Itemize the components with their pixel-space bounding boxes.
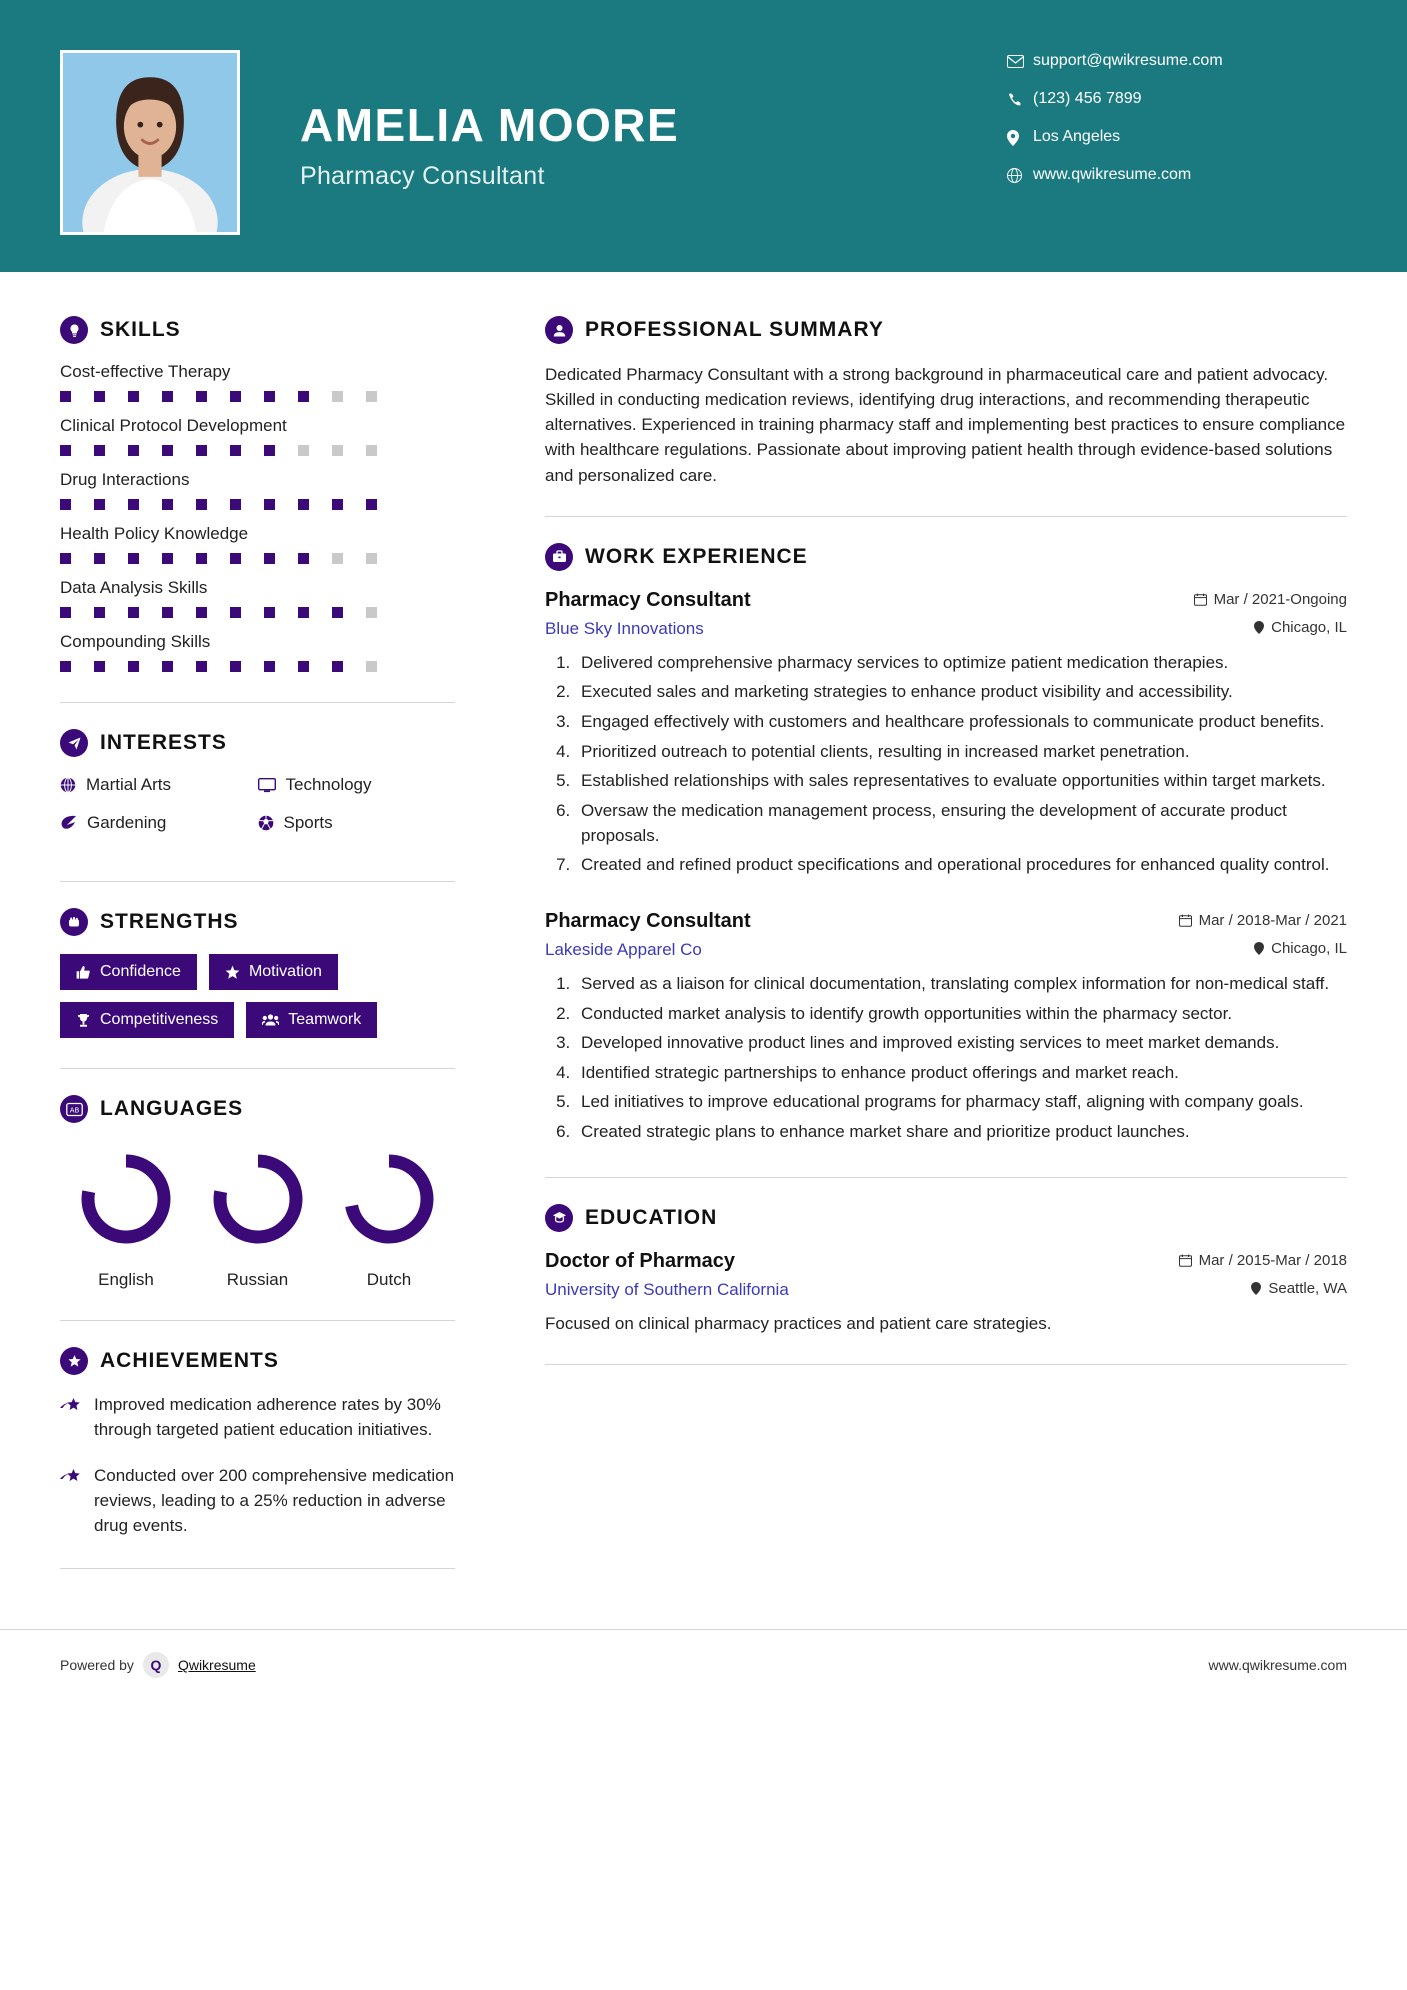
skill-dot bbox=[332, 391, 343, 402]
experience-dates bbox=[1179, 912, 1347, 929]
skill-dot bbox=[196, 391, 207, 402]
experience-heading bbox=[545, 543, 1347, 571]
contact-location[interactable] bbox=[1007, 128, 1347, 146]
page-title: AMELIA MOORE bbox=[300, 99, 680, 151]
interests-heading bbox=[60, 729, 455, 757]
interests-grid bbox=[60, 775, 455, 851]
experience-bullet: 1. Delivered comprehensive pharmacy services to optimize patient medication therapies. bbox=[575, 651, 1347, 676]
contact-location-text: Los Angeles bbox=[1033, 128, 1121, 145]
experience-item bbox=[545, 910, 1347, 1145]
monitor-icon bbox=[258, 778, 276, 793]
contact-phone[interactable] bbox=[1007, 90, 1347, 108]
education-degree: Doctor of Pharmacy bbox=[545, 1249, 736, 1272]
section-languages bbox=[60, 1095, 455, 1290]
languages-title: LANGUAGES bbox=[100, 1097, 244, 1120]
achievement-text: Improved medication adherence rates by 30% through targeted patient education initiatives. bbox=[94, 1395, 441, 1439]
skill-dot bbox=[230, 661, 241, 672]
interest-item bbox=[60, 775, 258, 795]
interest-label: Sports bbox=[283, 813, 333, 832]
education-list bbox=[545, 1250, 1347, 1337]
fist-icon bbox=[60, 908, 88, 936]
interest-label: Martial Arts bbox=[86, 775, 172, 794]
skill-dot bbox=[60, 391, 71, 402]
experience-title: WORK EXPERIENCE bbox=[585, 544, 808, 568]
skill-dot bbox=[60, 661, 71, 672]
powered-by bbox=[60, 1652, 256, 1678]
skill-label: Health Policy Knowledge bbox=[60, 524, 249, 543]
experience-dates-text: Mar / 2021-Ongoing bbox=[1213, 590, 1347, 608]
divider bbox=[60, 881, 455, 882]
star-icon bbox=[225, 965, 240, 980]
left-column bbox=[60, 272, 500, 1595]
skill-item bbox=[60, 578, 455, 618]
experience-bullet: 6. Oversaw the medication management process, ensuring the development of accurate product proposals. bbox=[575, 799, 1347, 848]
section-summary bbox=[545, 316, 1347, 488]
experience-bullet: 4. Identified strategic partnerships to enhance product offerings and market reach. bbox=[575, 1061, 1347, 1086]
skill-dot bbox=[94, 499, 105, 510]
strengths-heading bbox=[60, 908, 455, 936]
divider bbox=[60, 702, 455, 703]
experience-dates bbox=[1194, 591, 1347, 608]
summary-text: Dedicated Pharmacy Consultant with a strong background in pharmaceutical care and patient advocacy. Skilled in conducting medication reviews, identifying drug interactions, and recommending therapeutic alternatives. Experienced in training pharmacy staff and implementing best practices to ensure compliance with healthcare regulations. Passionate about improving patient health through evidence-based solutions and personalized care. bbox=[545, 365, 1346, 485]
skill-dot bbox=[128, 553, 139, 564]
svg-text:AB: AB bbox=[69, 1106, 79, 1114]
interest-item bbox=[60, 813, 258, 833]
experience-item-subheader bbox=[545, 619, 1347, 639]
skill-rating bbox=[60, 499, 455, 510]
people-icon bbox=[262, 1013, 279, 1027]
experience-location bbox=[1254, 619, 1347, 636]
skill-label: Cost-effective Therapy bbox=[60, 362, 231, 381]
skill-item bbox=[60, 470, 455, 510]
education-heading bbox=[545, 1204, 1347, 1232]
contact-email[interactable] bbox=[1007, 52, 1347, 70]
achievement-item bbox=[60, 1393, 455, 1442]
skill-dot bbox=[94, 607, 105, 618]
skill-label: Drug Interactions bbox=[60, 470, 190, 489]
contact-list bbox=[1007, 52, 1347, 204]
skill-dot bbox=[264, 553, 275, 564]
language-label: Russian bbox=[226, 1270, 289, 1289]
experience-bullet: 2. Conducted market analysis to identify growth opportunities within the pharmacy sector. bbox=[575, 1002, 1347, 1027]
skill-dot bbox=[332, 499, 343, 510]
education-item-header bbox=[545, 1250, 1347, 1273]
skills-heading bbox=[60, 316, 455, 344]
strength-label: Motivation bbox=[248, 963, 322, 980]
skill-rating bbox=[60, 607, 455, 618]
skill-dot bbox=[366, 445, 377, 456]
footer-site[interactable]: www.qwikresume.com bbox=[1208, 1657, 1347, 1674]
experience-bullets bbox=[575, 972, 1347, 1145]
experience-dates-text: Mar / 2018-Mar / 2021 bbox=[1198, 911, 1347, 929]
skill-dot bbox=[94, 553, 105, 564]
skill-dot bbox=[298, 553, 309, 564]
education-location bbox=[1251, 1280, 1347, 1297]
skill-dot bbox=[196, 553, 207, 564]
name-block bbox=[300, 50, 679, 191]
skill-dot bbox=[264, 391, 275, 402]
leaf-icon bbox=[60, 815, 77, 831]
calendar-icon bbox=[1194, 593, 1207, 606]
graduation-icon bbox=[545, 1204, 573, 1232]
skill-dot bbox=[162, 661, 173, 672]
divider bbox=[545, 1364, 1347, 1365]
experience-bullet: 7. Created and refined product specifications and operational procedures for enhanced quality control. bbox=[575, 853, 1347, 878]
achievement-star-icon bbox=[60, 1464, 82, 1538]
skill-dot bbox=[196, 661, 207, 672]
education-school: University of Southern California bbox=[545, 1279, 789, 1299]
interests-title: INTERESTS bbox=[100, 731, 227, 754]
achievement-item bbox=[60, 1464, 455, 1538]
education-description: Focused on clinical pharmacy practices and patient care strategies. bbox=[545, 1313, 1052, 1333]
skill-dot bbox=[162, 445, 173, 456]
globe-icon bbox=[60, 777, 76, 793]
avatar bbox=[60, 50, 240, 235]
skill-dot bbox=[264, 445, 275, 456]
experience-job-title: Pharmacy Consultant bbox=[545, 909, 751, 932]
calendar-icon bbox=[1179, 1254, 1192, 1267]
languages-list bbox=[60, 1141, 455, 1290]
mail-icon bbox=[1007, 53, 1033, 70]
section-achievements bbox=[60, 1347, 455, 1538]
location-pin-icon bbox=[1254, 942, 1264, 955]
skill-label: Clinical Protocol Development bbox=[60, 416, 287, 435]
send-icon bbox=[60, 729, 88, 757]
education-dates bbox=[1179, 1252, 1347, 1269]
contact-email-text: support@qwikresume.com bbox=[1033, 52, 1223, 69]
education-dates-text: Mar / 2015-Mar / 2018 bbox=[1198, 1251, 1347, 1269]
skill-label: Data Analysis Skills bbox=[60, 578, 208, 597]
skill-dot bbox=[162, 607, 173, 618]
education-item-subheader bbox=[545, 1280, 1347, 1300]
experience-bullet: 6. Created strategic plans to enhance market share and prioritize product launches. bbox=[575, 1120, 1347, 1145]
contact-website-text: www.qwikresume.com bbox=[1033, 166, 1192, 183]
experience-company: Blue Sky Innovations bbox=[545, 618, 704, 638]
skill-dot bbox=[94, 661, 105, 672]
achievements-title: ACHIEVEMENTS bbox=[100, 1349, 279, 1372]
skill-dot bbox=[264, 661, 275, 672]
skill-item bbox=[60, 416, 455, 456]
summary-heading bbox=[545, 316, 1347, 344]
skill-dot bbox=[60, 553, 71, 564]
experience-job-title: Pharmacy Consultant bbox=[545, 588, 751, 611]
language-donut bbox=[334, 1147, 444, 1251]
experience-bullet: 3. Developed innovative product lines and improved existing services to meet market demands. bbox=[575, 1031, 1347, 1056]
education-title: EDUCATION bbox=[585, 1205, 718, 1229]
skill-rating bbox=[60, 445, 455, 456]
divider bbox=[545, 516, 1347, 517]
resume-body bbox=[0, 272, 1407, 1595]
skill-dot bbox=[128, 607, 139, 618]
soccer-icon bbox=[258, 815, 274, 831]
resume-header bbox=[0, 0, 1407, 272]
skill-rating bbox=[60, 553, 455, 564]
calendar-icon bbox=[1179, 914, 1192, 927]
skill-item bbox=[60, 362, 455, 402]
skill-dot bbox=[162, 391, 173, 402]
achievements-heading bbox=[60, 1347, 455, 1375]
job-role: Pharmacy Consultant bbox=[300, 162, 545, 190]
skills-title: SKILLS bbox=[100, 318, 181, 341]
experience-bullets bbox=[575, 651, 1347, 878]
experience-company: Lakeside Apparel Co bbox=[545, 939, 702, 959]
skill-dot bbox=[196, 445, 207, 456]
skill-dot bbox=[264, 499, 275, 510]
experience-item-header bbox=[545, 910, 1347, 933]
experience-location-text: Chicago, IL bbox=[1271, 939, 1347, 957]
language-item bbox=[198, 1147, 318, 1290]
interest-item bbox=[258, 813, 456, 833]
star-badge-icon bbox=[60, 1347, 88, 1375]
language-donut bbox=[203, 1147, 313, 1251]
skill-item bbox=[60, 632, 455, 672]
experience-list bbox=[545, 589, 1347, 1145]
skill-dot bbox=[128, 391, 139, 402]
interest-label: Technology bbox=[285, 775, 372, 794]
divider bbox=[60, 1068, 455, 1069]
location-pin-icon bbox=[1254, 621, 1264, 634]
globe-icon bbox=[1007, 167, 1033, 184]
skill-dot bbox=[128, 499, 139, 510]
contact-website[interactable] bbox=[1007, 166, 1347, 184]
skill-dot bbox=[298, 499, 309, 510]
experience-item-subheader bbox=[545, 940, 1347, 960]
thumbs-up-icon bbox=[76, 965, 91, 980]
achievement-text: Conducted over 200 comprehensive medication reviews, leading to a 25% reduction in adverse drug events. bbox=[94, 1466, 455, 1535]
skill-dot bbox=[366, 553, 377, 564]
language-item bbox=[329, 1147, 449, 1290]
education-item bbox=[545, 1250, 1347, 1337]
skill-dot bbox=[298, 445, 309, 456]
skill-dot bbox=[332, 445, 343, 456]
location-icon bbox=[1007, 128, 1033, 145]
experience-bullet: 3. Engaged effectively with customers and healthcare professionals to communicate product benefits. bbox=[575, 710, 1347, 735]
skill-dot bbox=[298, 391, 309, 402]
skill-dot bbox=[366, 661, 377, 672]
strengths-title: STRENGTHS bbox=[100, 910, 239, 933]
strength-chip bbox=[60, 1002, 234, 1038]
skill-dot bbox=[60, 499, 71, 510]
experience-item-header bbox=[545, 589, 1347, 612]
divider bbox=[545, 1177, 1347, 1178]
language-item bbox=[66, 1147, 186, 1290]
language-label: Dutch bbox=[366, 1270, 412, 1289]
experience-bullet: 4. Prioritized outreach to potential clients, resulting in increased market penetration. bbox=[575, 740, 1347, 765]
skill-label: Compounding Skills bbox=[60, 632, 211, 651]
skill-dot bbox=[366, 499, 377, 510]
language-label: English bbox=[98, 1270, 154, 1289]
skill-dot bbox=[332, 661, 343, 672]
experience-bullet: 5. Established relationships with sales representatives to evaluate opportunities within target markets. bbox=[575, 769, 1347, 794]
skill-dot bbox=[332, 553, 343, 564]
skill-dot bbox=[230, 445, 241, 456]
right-column bbox=[500, 272, 1347, 1595]
footer bbox=[0, 1629, 1407, 1678]
divider bbox=[60, 1320, 455, 1321]
strength-chip bbox=[246, 1002, 377, 1038]
skill-dot bbox=[332, 607, 343, 618]
powered-by-label: Powered by bbox=[60, 1657, 134, 1674]
qwikresume-link[interactable]: Qwikresume bbox=[177, 1657, 256, 1674]
skill-dot bbox=[366, 391, 377, 402]
skill-dot bbox=[366, 607, 377, 618]
skill-dot bbox=[94, 391, 105, 402]
contact-phone-text: (123) 456 7899 bbox=[1033, 90, 1142, 107]
skill-dot bbox=[196, 499, 207, 510]
skill-rating bbox=[60, 391, 455, 402]
language-donut bbox=[71, 1147, 181, 1251]
strengths-list bbox=[60, 954, 455, 1038]
skill-dot bbox=[128, 445, 139, 456]
strength-label: Teamwork bbox=[288, 1011, 362, 1028]
trophy-icon bbox=[76, 1013, 91, 1028]
location-pin-icon bbox=[1251, 1282, 1261, 1295]
section-strengths bbox=[60, 908, 455, 1038]
strength-chip bbox=[60, 954, 197, 990]
skills-list bbox=[60, 362, 455, 672]
education-location-text: Seattle, WA bbox=[1268, 1279, 1347, 1297]
skill-dot bbox=[60, 607, 71, 618]
skill-dot bbox=[230, 553, 241, 564]
person-icon bbox=[545, 316, 573, 344]
summary-title: PROFESSIONAL SUMMARY bbox=[585, 318, 884, 341]
strength-chip bbox=[209, 954, 338, 990]
languages-heading bbox=[60, 1095, 455, 1123]
experience-location bbox=[1254, 940, 1347, 957]
skill-dot bbox=[298, 661, 309, 672]
strength-label: Confidence bbox=[100, 963, 181, 980]
section-interests bbox=[60, 729, 455, 851]
skill-dot bbox=[230, 499, 241, 510]
strength-label: Competitiveness bbox=[100, 1011, 219, 1028]
experience-bullet: 5. Led initiatives to improve educational programs for pharmacy staff, aligning with company goals. bbox=[575, 1090, 1347, 1115]
section-education bbox=[545, 1204, 1347, 1337]
experience-item bbox=[545, 589, 1347, 878]
divider bbox=[60, 1568, 455, 1569]
skill-rating bbox=[60, 661, 455, 672]
skill-dot bbox=[230, 391, 241, 402]
skill-dot bbox=[230, 607, 241, 618]
bulb-icon bbox=[60, 316, 88, 344]
skill-dot bbox=[162, 499, 173, 510]
briefcase-icon bbox=[545, 543, 573, 571]
section-experience bbox=[545, 543, 1347, 1145]
qwikresume-logo-icon: Q bbox=[143, 1652, 169, 1678]
experience-location-text: Chicago, IL bbox=[1271, 618, 1347, 636]
skill-dot bbox=[94, 445, 105, 456]
achievement-star-icon bbox=[60, 1393, 82, 1442]
skill-dot bbox=[128, 661, 139, 672]
section-skills bbox=[60, 316, 455, 672]
experience-bullet: 2. Executed sales and marketing strategies to enhance product visibility and accessibility. bbox=[575, 680, 1347, 705]
language-icon bbox=[60, 1095, 88, 1123]
skill-dot bbox=[298, 607, 309, 618]
interest-item bbox=[258, 775, 456, 795]
phone-icon bbox=[1007, 91, 1033, 108]
experience-bullet: 1. Served as a liaison for clinical documentation, translating complex information for non-medical staff. bbox=[575, 972, 1347, 997]
interest-label: Gardening bbox=[87, 813, 167, 832]
skill-dot bbox=[162, 553, 173, 564]
skill-dot bbox=[60, 445, 71, 456]
skill-dot bbox=[196, 607, 207, 618]
skill-item bbox=[60, 524, 455, 564]
skill-dot bbox=[264, 607, 275, 618]
